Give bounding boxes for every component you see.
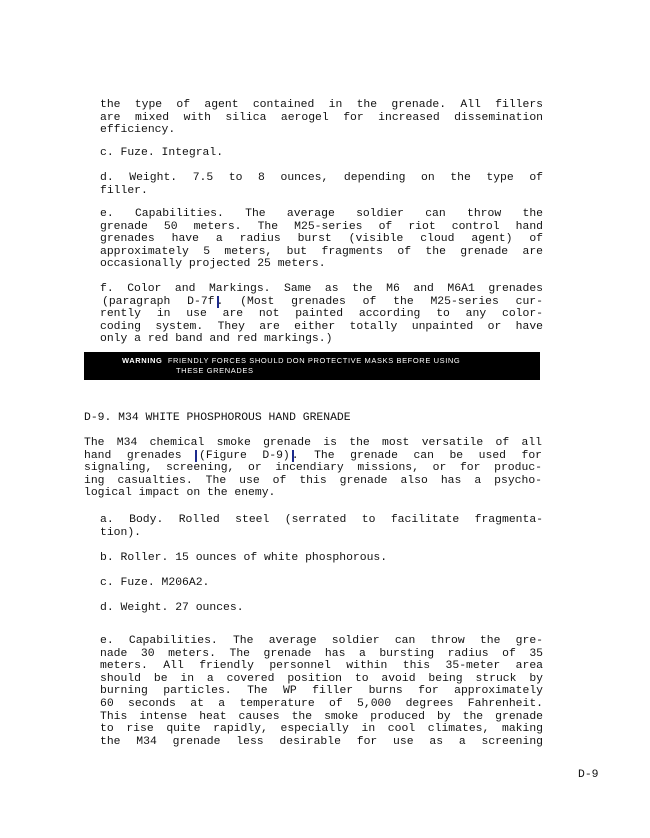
text-fragment: hand grenades xyxy=(84,449,198,462)
text-line: tion). xyxy=(100,526,142,539)
page-heading: D-9. M34 WHITE PHOSPHOROUS HAND GRENADE xyxy=(84,412,351,424)
text-line: nade 30 meters. The grenade has a bursting radius of 35 xyxy=(100,647,543,660)
text-line: are mixed with silica aerogel for increased dissemination xyxy=(100,111,543,124)
text-line: occasionally projected 25 meters. xyxy=(100,258,326,271)
m34-item-b-roller xyxy=(100,552,543,565)
text-line: ing casualties. The use of this grenade also has a psycho- xyxy=(84,474,542,487)
item-e-capabilities xyxy=(100,208,543,271)
text-fragment: . The grenade can be used for xyxy=(291,449,542,462)
warning-line-2: THESE GRENADES xyxy=(176,366,254,375)
text-line: meters. All friendly personnel within this 35-meter area xyxy=(100,660,543,673)
text-line: to rise quite rapidly, especially in cool climates, making xyxy=(100,723,543,736)
text-line: 60 seconds at a temperature of 5,000 degrees Fahrenheit. xyxy=(100,697,543,710)
paragraph-d7f-link[interactable]: (paragraph D-7f xyxy=(100,296,219,309)
text-line: f. Color and Markings. Same as the M6 and M6A1 grenades xyxy=(100,283,543,295)
text-line: d. Weight. 27 ounces. xyxy=(100,602,244,614)
figure-d9-link[interactable]: (Figure D-9) xyxy=(195,450,294,463)
text-line: This intense heat causes the smoke produced by the grenade xyxy=(100,710,543,723)
text-line xyxy=(100,296,543,309)
text-line: only a red band and red markings.) xyxy=(100,333,333,346)
m34-item-d-weight xyxy=(100,602,543,615)
text-line: e. Capabilities. The average soldier can throw the xyxy=(100,208,543,220)
continued-paragraph xyxy=(100,99,543,137)
text-line: d. Weight. 7.5 to 8 ounces, depending on the type of xyxy=(100,172,543,184)
section-heading xyxy=(84,412,542,425)
text-line: b. Roller. 15 ounces of white phosphorous. xyxy=(100,552,388,564)
warning-text: FRIENDLY FORCES SHOULD DON PROTECTIVE MASKS BEFORE USING xyxy=(167,356,461,365)
page-number: D-9 xyxy=(578,769,599,781)
text-line: logical impact on the enemy. xyxy=(84,487,276,500)
warning-line-1 xyxy=(122,356,460,365)
text-line: a. Body. Rolled steel (serrated to facilitate fragmenta- xyxy=(100,514,543,526)
warning-banner xyxy=(84,352,540,380)
m34-item-c-fuze xyxy=(100,577,543,590)
m34-intro-paragraph xyxy=(84,437,542,500)
text-line: coding system. They are either totally unpainted or have xyxy=(100,320,543,333)
text-line: burning particles. The WP filler burns for approximately xyxy=(100,685,543,698)
text-fragment: . (Most grenades of the M25-series cur- xyxy=(216,295,543,308)
m34-item-a-body xyxy=(100,514,543,539)
text-line: approximately 5 meters, but fragments of the grenade are xyxy=(100,245,543,258)
text-line: filler. xyxy=(100,184,148,197)
text-line: c. Fuze. Integral. xyxy=(100,147,224,159)
text-line: grenades have a radius burst (visible cloud agent) of xyxy=(100,233,543,246)
text-line: should be in a covered position to avoid being struck by xyxy=(100,672,543,685)
item-d-weight xyxy=(100,172,543,197)
item-f-color-markings xyxy=(100,283,543,346)
m34-item-e-capabilities xyxy=(100,635,543,748)
text-line: c. Fuze. M206A2. xyxy=(100,577,210,589)
text-line: the M34 grenade less desirable for use as a screening xyxy=(100,735,543,748)
text-line xyxy=(84,450,542,463)
text-line: signaling, screening, or incendiary missions, or for produc- xyxy=(84,462,542,475)
warning-label: WARNING xyxy=(122,356,163,365)
text-line: grenade 50 meters. The M25-series of riot control hand xyxy=(100,220,543,233)
text-line: rently in use are not painted according to any color- xyxy=(100,308,543,321)
text-line: efficiency. xyxy=(100,124,176,137)
text-line: e. Capabilities. The average soldier can throw the gre- xyxy=(100,635,543,647)
item-c-fuze xyxy=(100,147,543,160)
text-line: The M34 chemical smoke grenade is the most versatile of all xyxy=(84,437,542,449)
text-line: the type of agent contained in the grenade. All fillers xyxy=(100,99,543,111)
